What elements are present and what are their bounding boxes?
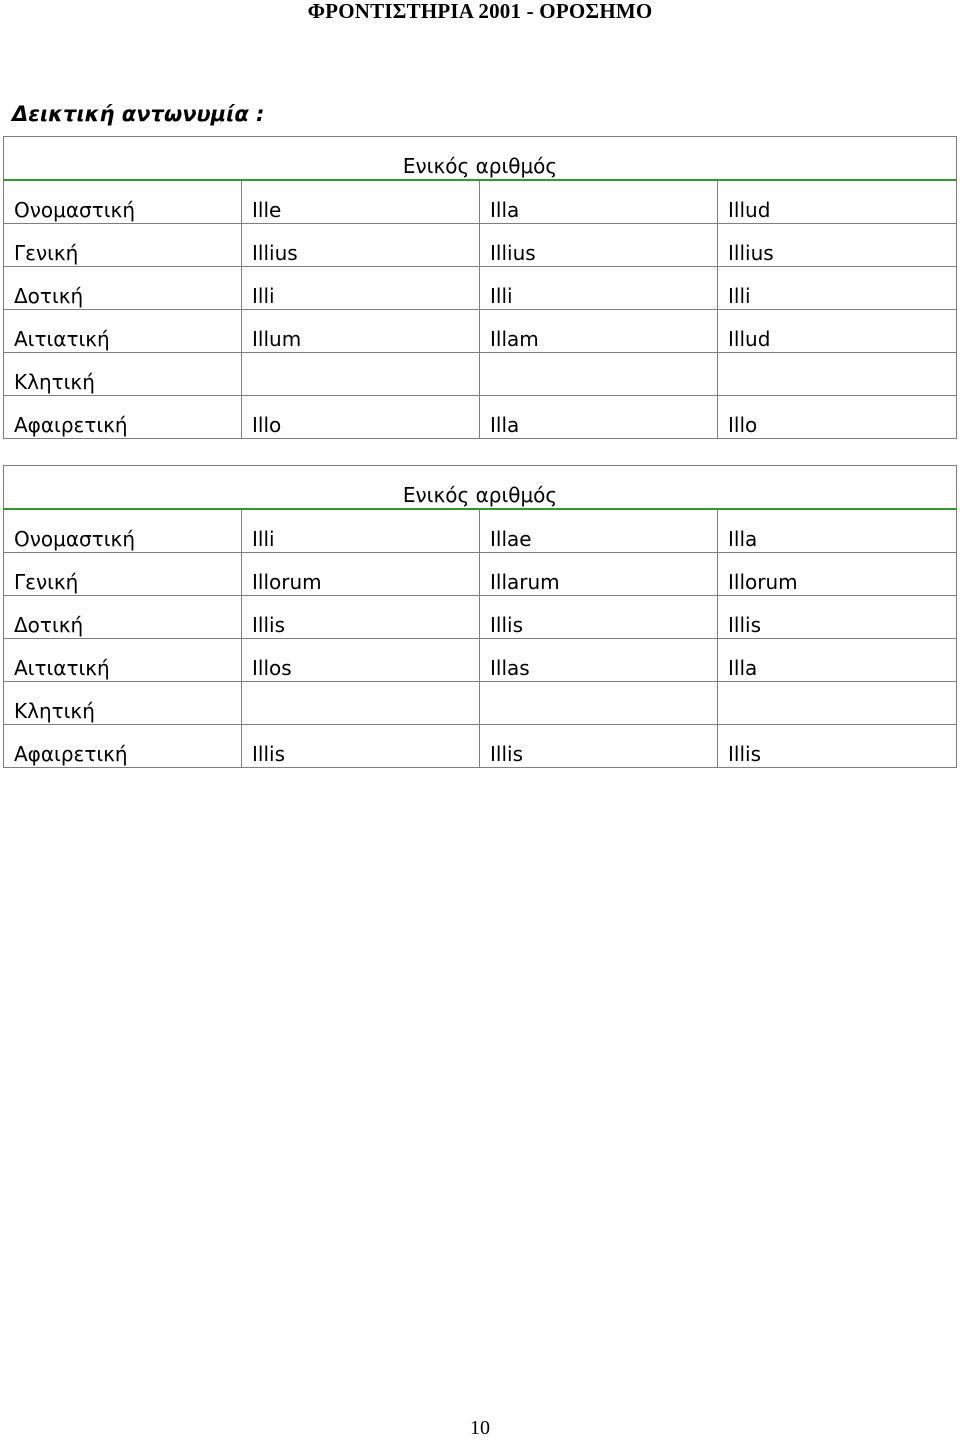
table-title-row [4,137,957,181]
neuter-form: Illorum [718,553,957,596]
feminine-form: Illarum [480,553,718,596]
declension-table-plural [3,465,957,768]
table-title: Ενικός αριθμός [4,137,957,181]
neuter-form: Illa [718,509,957,553]
neuter-form [718,353,957,396]
case-label: Δοτική [4,267,242,310]
masculine-form: Illo [242,396,480,439]
case-label: Γενική [4,224,242,267]
case-label: Ονομαστική [4,509,242,553]
feminine-form [480,682,718,725]
table-row [4,310,957,353]
case-label: Κλητική [4,682,242,725]
masculine-form [242,353,480,396]
case-label: Αιτιατική [4,310,242,353]
case-label: Αιτιατική [4,639,242,682]
page-header: ΦΡΟΝΤΙΣΤΗΡΙΑ 2001 - ΟΡΟΣΗΜΟ [307,0,653,23]
table-row [4,509,957,553]
table-row [4,267,957,310]
table-row [4,180,957,224]
feminine-form: Illa [480,180,718,224]
neuter-form: Illis [718,596,957,639]
table-row [4,396,957,439]
feminine-form: Illius [480,224,718,267]
neuter-form: Illis [718,725,957,768]
case-label: Γενική [4,553,242,596]
table-row [4,725,957,768]
table-row [4,682,957,725]
page-number: 10 [470,1417,490,1439]
masculine-form: Illis [242,725,480,768]
table-row [4,224,957,267]
masculine-form: Illos [242,639,480,682]
feminine-form: Illi [480,267,718,310]
feminine-form: Illae [480,509,718,553]
masculine-form: Ille [242,180,480,224]
neuter-form: Illo [718,396,957,439]
neuter-form: Illud [718,310,957,353]
masculine-form: Illum [242,310,480,353]
case-label: Αφαιρετική [4,725,242,768]
masculine-form: Illius [242,224,480,267]
neuter-form: Illius [718,224,957,267]
masculine-form: Illi [242,267,480,310]
feminine-form: Illas [480,639,718,682]
masculine-form: Illorum [242,553,480,596]
section-heading: Δεικτική αντωνυμία : [12,102,265,126]
masculine-form: Illi [242,509,480,553]
neuter-form: Illud [718,180,957,224]
table-row [4,553,957,596]
neuter-form: Illa [718,639,957,682]
table-row [4,596,957,639]
table-title: Ενικός αριθμός [4,466,957,510]
neuter-form [718,682,957,725]
table-title-row [4,466,957,510]
feminine-form: Illis [480,596,718,639]
feminine-form: Illam [480,310,718,353]
table-row [4,639,957,682]
neuter-form: Illi [718,267,957,310]
case-label: Δοτική [4,596,242,639]
feminine-form: Illis [480,725,718,768]
masculine-form [242,682,480,725]
case-label: Κλητική [4,353,242,396]
feminine-form [480,353,718,396]
case-label: Αφαιρετική [4,396,242,439]
declension-table-singular [3,136,957,439]
masculine-form: Illis [242,596,480,639]
case-label: Ονομαστική [4,180,242,224]
feminine-form: Illa [480,396,718,439]
table-row [4,353,957,396]
